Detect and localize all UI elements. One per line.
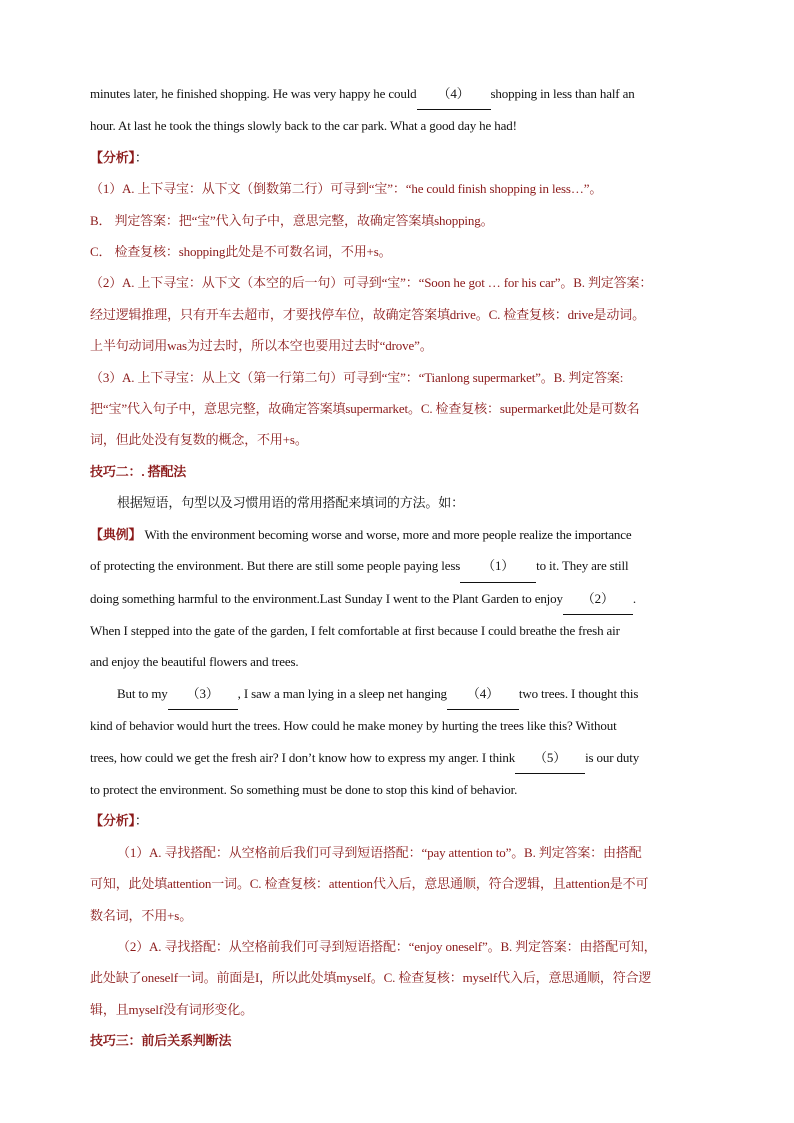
- analysis-heading: [90, 142, 708, 173]
- answer-blank: （4）: [447, 678, 519, 710]
- example-line: [90, 583, 708, 615]
- analysis-colon: ：: [134, 149, 148, 165]
- analysis-line: 经过逻辑推理，只有开车去超市，才要找停车位，故确定答案填drive。C. 检查复核：drive是动词。: [90, 306, 645, 322]
- analysis-line: 此处缺了oneself一词。前面是I，所以此处填myself。C. 检查复核：myself代入后，意思通顺，符合逻: [90, 970, 652, 986]
- analysis-heading: [90, 805, 708, 836]
- analysis-line: C． 检查复核：shopping此处是不可数名词，不用+s。: [90, 244, 392, 260]
- example-line: and enjoy the beautiful flowers and trees.: [90, 654, 299, 670]
- answer-blank: （1）: [460, 550, 536, 582]
- analysis-line: 词，但此处没有复数的概念，不用+s。: [90, 432, 308, 448]
- example-text: With the environment becoming worse and worse, more and more people realize the importance: [141, 526, 632, 542]
- analysis-line: 辑，且myself没有词形变化。: [90, 1001, 253, 1017]
- analysis-line: （3）A. 上下寻宝：从上文（第一行第二句）可寻到“宝”：“Tianlong supermarket”。B. 判定答案:: [90, 369, 624, 385]
- answer-blank: （4）: [417, 78, 491, 110]
- example-line: to protect the environment. So something must be done to stop this kind of behavior.: [90, 781, 518, 797]
- example-line: [90, 550, 708, 582]
- example-text: of protecting the environment. But there are still some people paying less: [90, 558, 461, 574]
- answer-blank: （2）: [563, 583, 633, 615]
- story-line: [90, 78, 708, 110]
- example-line: [90, 678, 708, 710]
- analysis-line: （2）A. 上下寻宝：从下文（本空的后一句）可寻到“宝”：“Soon he got … for his car”。B. 判定答案：: [90, 275, 653, 291]
- analysis-line: 数名词，不用+s。: [90, 907, 193, 923]
- analysis-line: （2）A. 寻找搭配：从空格前我们可寻到短语搭配：“enjoy oneself”。B. 判定答案：由搭配可知，: [117, 938, 657, 954]
- example-line: When I stepped into the gate of the garden, I felt comfortable at first because I could breathe the fresh air: [90, 622, 620, 638]
- analysis-line: B． 判定答案：把“宝”代入句子中，意思完整，故确定答案填shopping。: [90, 212, 494, 228]
- analysis-line: （1）A. 寻找搭配：从空格前后我们可寻到短语搭配：“pay attention to”。B. 判定答案：由搭配: [117, 844, 642, 860]
- document-page: [90, 78, 708, 1057]
- analysis-line: 可知，此处填attention一词。C. 检查复核：attention代入后，意思通顺，符合逻辑，且attention是不可: [90, 876, 649, 892]
- story-text: shopping in less than half an: [490, 86, 635, 101]
- example-label: 【典例】: [90, 526, 142, 542]
- skill-two-heading: 技巧二：. 搭配法: [90, 463, 187, 479]
- analysis-line: （1）A. 上下寻宝：从下文（倒数第二行）可寻到“宝”：“he could finish shopping in less…”。: [90, 181, 603, 197]
- example-line: [90, 519, 708, 550]
- example-text: .: [632, 590, 636, 606]
- answer-blank: （5）: [515, 742, 585, 774]
- example-line: kind of behavior would hurt the trees. How could he make money by hurting the trees like this? Without: [90, 718, 617, 734]
- analysis-line: 把“宝”代入句子中，意思完整，故确定答案填supermarket。C. 检查复核：supermarket此处是可数名: [90, 401, 640, 417]
- answer-blank: （3）: [168, 678, 238, 710]
- example-text: , I saw a man lying in a sleep net hanging: [237, 685, 447, 701]
- story-text: minutes later, he finished shopping. He was very happy he could: [90, 86, 417, 101]
- story-line: hour. At last he took the things slowly back to the car park. What a good day he had!: [90, 118, 517, 134]
- skill-two-intro: 根据短语，句型以及习惯用语的常用搭配来填词的方法。如：: [117, 495, 464, 511]
- skill-three-heading: 技巧三：前后关系判断法: [90, 1033, 232, 1049]
- example-text: But to my: [117, 685, 168, 701]
- analysis-line: 上半句动词用was为过去时，所以本空也要用过去时“drove”。: [90, 338, 433, 354]
- example-line: [90, 742, 708, 774]
- example-text: is our duty: [585, 749, 640, 765]
- example-text: trees, how could we get the fresh air? I don’t know how to express my anger. I think: [90, 749, 516, 765]
- analysis-colon: ：: [134, 813, 148, 829]
- example-text: doing something harmful to the environment.Last Sunday I went to the Plant Garden to enjoy: [90, 590, 563, 606]
- example-text: to it. They are still: [536, 558, 629, 574]
- analysis-title: 【分析】: [90, 813, 135, 829]
- example-text: two trees. I thought this: [518, 685, 639, 701]
- analysis-title: 【分析】: [90, 149, 135, 165]
